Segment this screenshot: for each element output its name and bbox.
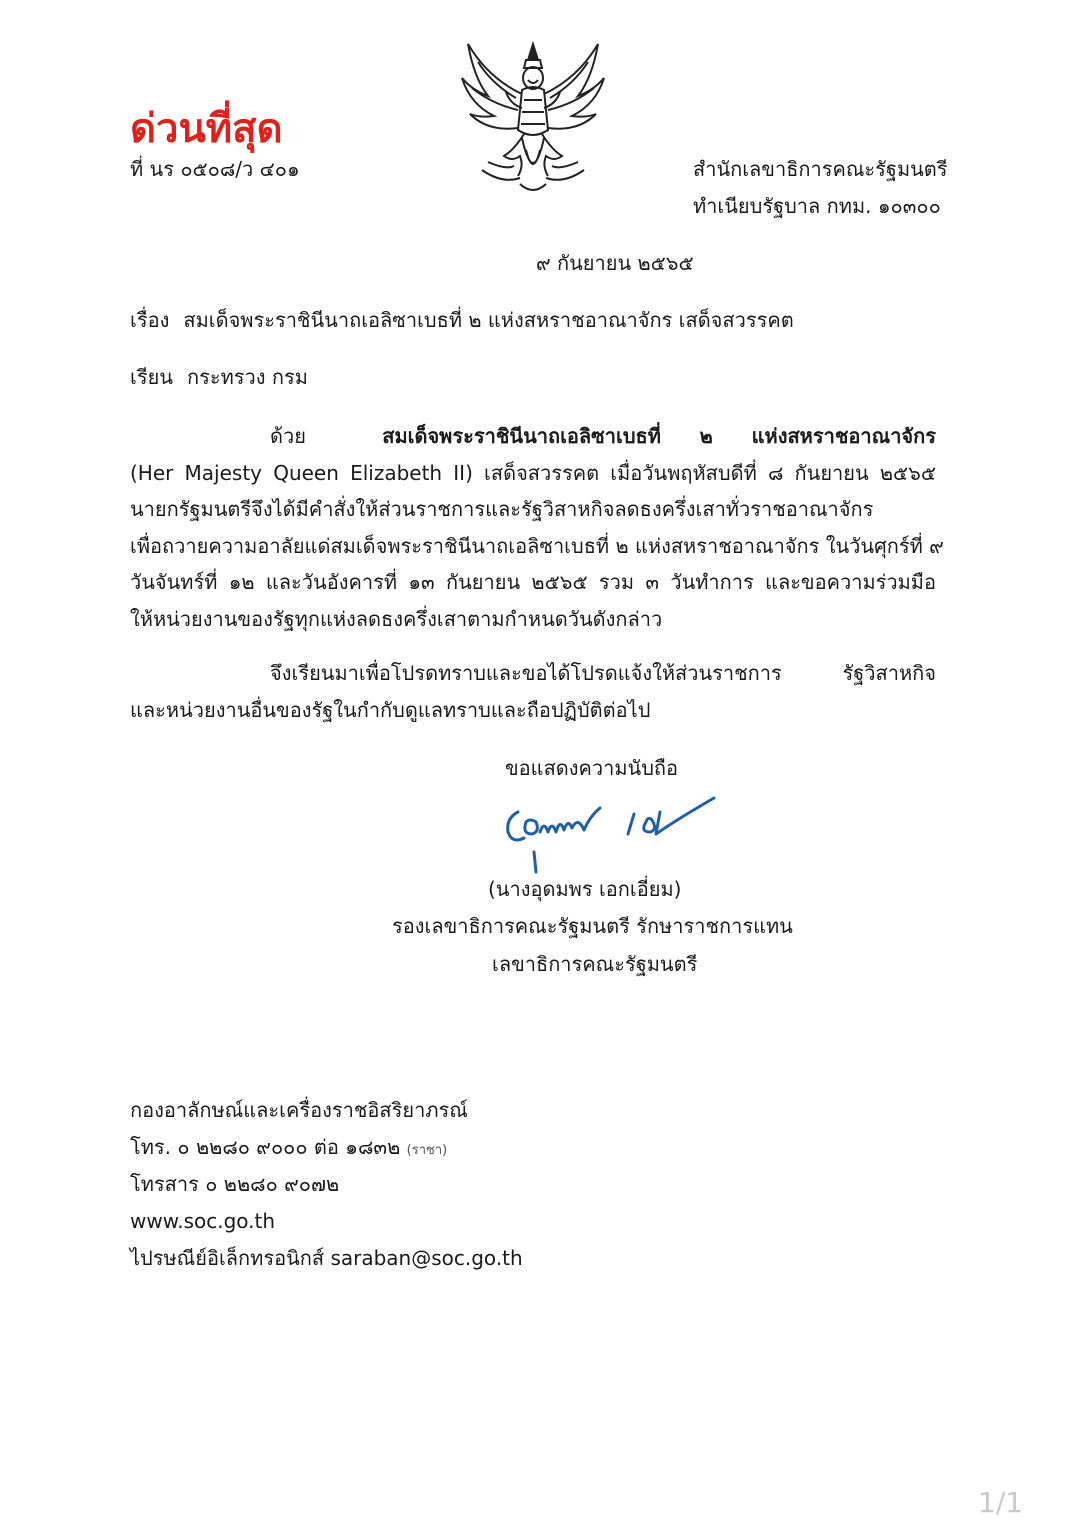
subject-label: เรื่อง xyxy=(130,308,170,332)
footer-email[interactable]: ไปรษณีย์อิเล็กทรอนิกส์ saraban@soc.go.th xyxy=(130,1246,523,1270)
footer-website[interactable]: www.soc.go.th xyxy=(130,1209,276,1233)
closing-salutation: ขอแสดงความนับถือ xyxy=(505,756,679,780)
handwritten-signature xyxy=(500,792,724,878)
recipient-label: เรียน xyxy=(130,365,173,389)
body-line: จึงเรียนมาเพื่อโปรดทราบและขอได้โปรดแจ้งให้ส่วนราชการ รัฐวิสาหกิจ xyxy=(270,661,936,685)
body-paragraph-2 xyxy=(130,655,936,728)
recipient-text: กระทรวง กรม xyxy=(186,365,308,389)
document-date: ๙ กันยายน ๒๕๖๕ xyxy=(536,251,694,275)
recipient-line xyxy=(130,365,308,389)
body-lead-word: ด้วย xyxy=(270,424,306,448)
body-line: ให้หน่วยงานของรัฐทุกแห่งลดธงครึ่งเสาตามกำหนดวันดังกล่าว xyxy=(130,606,663,631)
phone-note: (ราชา) xyxy=(406,1143,448,1158)
subject-text: สมเด็จพระราชินีนาถเอลิซาเบธที่ ๒ แห่งสหราชอาณาจักร เสด็จสวรรคต xyxy=(183,308,794,332)
body-line: (Her Majesty Queen Elizabeth II) เสด็จสวรรคต เมื่อวันพฤหัสบดีที่ ๘ กันยายน ๒๕๖๕ xyxy=(130,460,936,485)
reference-number: ที่ นร ๐๕๐๘/ว ๔๐๑ xyxy=(130,157,300,181)
phone-number: โทร. ๐ ๒๒๘๐ ๙๐๐๐ ต่อ ๑๘๓๒ xyxy=(130,1135,401,1159)
body-line xyxy=(130,418,936,455)
body-line: และหน่วยงานอื่นของรัฐในกำกับดูแลทราบและถือปฏิบัติต่อไป xyxy=(130,697,651,722)
body-line: เพื่อถวายความอาลัยแด่สมเด็จพระราชินีนาถเอลิซาเบธที่ ๒ แห่งสหราชอาณาจักร ในวันศุกร์ที่ ๙ xyxy=(130,533,944,558)
footer-phone xyxy=(130,1135,447,1159)
garuda-emblem-icon xyxy=(458,38,608,196)
signatory-position: รองเลขาธิการคณะรัฐมนตรี รักษาราชการแทน xyxy=(392,914,793,938)
body-paragraph-1 xyxy=(130,418,944,637)
signatory-position-secondary: เลขาธิการคณะรัฐมนตรี xyxy=(492,952,698,976)
body-line: นายกรัฐมนตรีจึงได้มีคำสั่งให้ส่วนราชการและรัฐวิสาหกิจลดธงครึ่งเสาทั่วราชอาณาจักร xyxy=(130,497,874,521)
footer-fax: โทรสาร ๐ ๒๒๘๐ ๙๐๗๒ xyxy=(130,1172,340,1196)
body-bold-title: สมเด็จพระราชินีนาถเอลิซาเบธที่ ๒ แห่งสหราชอาณาจักร xyxy=(382,424,936,448)
body-line: วันจันทร์ที่ ๑๒ และวันอังคารที่ ๑๓ กันยายน ๒๕๖๕ รวม ๓ วันทำการ และขอความร่วมมือ xyxy=(130,570,936,594)
signatory-name: (นางอุดมพร เอกเอี่ยม) xyxy=(488,877,682,901)
footer-division: กองอาลักษณ์และเครื่องราชอิสริยาภรณ์ xyxy=(130,1098,468,1122)
office-name: สำนักเลขาธิการคณะรัฐมนตรี xyxy=(693,157,948,181)
page-indicator: 1/1 xyxy=(978,1486,1024,1519)
subject-line xyxy=(130,308,794,332)
office-address: ทำเนียบรัฐบาล กทม. ๑๐๓๐๐ xyxy=(693,194,941,218)
urgency-stamp: ด่วนที่สุด xyxy=(130,106,283,152)
